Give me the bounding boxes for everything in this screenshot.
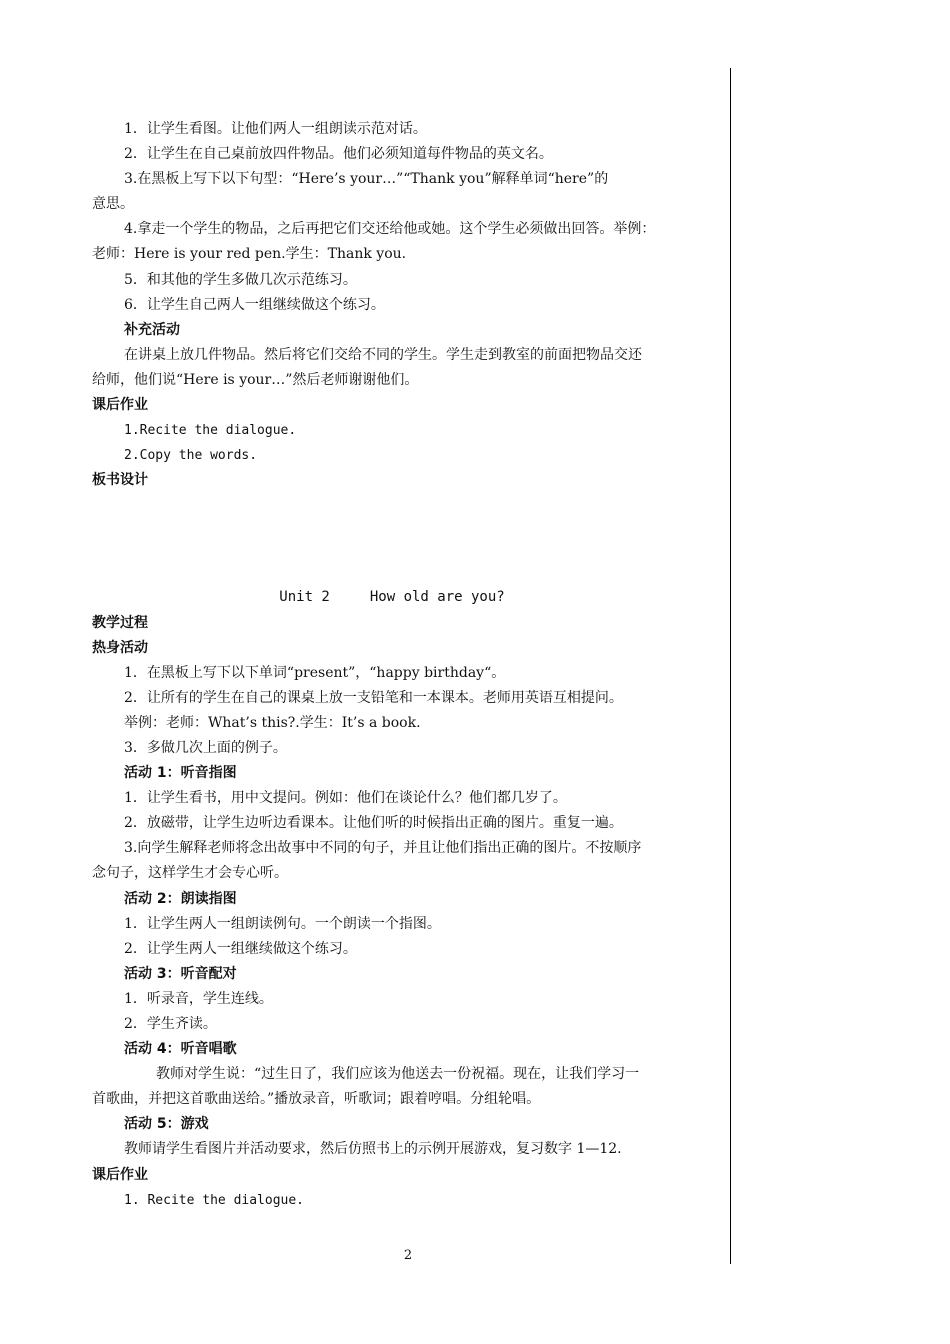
homework-item: 2.Copy the words. xyxy=(124,448,258,464)
body-line: 1．听录音，学生连线。 xyxy=(124,990,273,1007)
body-line: 4.拿走一个学生的物品，之后再把它们交还给他或她。这个学生必须做出回答。举例： xyxy=(124,221,656,238)
section-heading: 板书设计 xyxy=(92,472,148,489)
activity-heading: 活动 1：听音指图 xyxy=(124,765,237,782)
body-line: 3.向学生解释老师将念出故事中不同的句子，并且让他们指出正确的图片。不按顺序 xyxy=(124,840,642,857)
body-line: 2．学生齐读。 xyxy=(124,1016,217,1032)
body-line: 3．多做几次上面的例子。 xyxy=(124,739,287,756)
homework-item: 1.Recite the dialogue. xyxy=(124,423,297,439)
body-line: 教师请学生看图片并活动要求，然后仿照书上的示例开展游戏，复习数字 1—12. xyxy=(124,1141,622,1158)
board-design-blank xyxy=(92,493,732,585)
body-line: 教师对学生说：“过生日了，我们应该为他送去一份祝福。现在，让我们学习一 xyxy=(156,1066,640,1083)
activity-heading: 活动 5：游戏 xyxy=(124,1116,209,1133)
body-line: 2．放磁带，让学生边听边看课本。让他们听的时候指出正确的图片。重复一遍。 xyxy=(124,815,623,832)
body-line: 意思。 xyxy=(92,196,134,213)
unit-title xyxy=(92,585,732,610)
activity-heading: 活动 3：听音配对 xyxy=(124,965,237,982)
section-heading: 教学过程 xyxy=(92,614,148,631)
body-line: 举例：老师：What’s this?.学生：It’s a book. xyxy=(124,714,421,731)
body-line: 3.在黑板上写下以下句型：“Here’s your…”“Thank you”解释单词“here”的 xyxy=(124,171,609,188)
body-line: 1．让学生看书，用中文提问。例如：他们在谈论什么？他们都几岁了。 xyxy=(124,790,567,807)
section-heading: 补充活动 xyxy=(124,321,180,338)
section-heading: 课后作业 xyxy=(92,1166,148,1183)
body-line: 老师：Here is your red pen.学生：Thank you. xyxy=(92,246,407,263)
body-line: 给师，他们说“Here is your…”然后老师谢谢他们。 xyxy=(92,371,419,388)
body-line: 1．在黑板上写下以下单词“present”，“happy birthday“。 xyxy=(124,664,506,681)
body-line: 首歌曲，并把这首歌曲送给。”播放录音，听歌词；跟着哼唱。分组轮唱。 xyxy=(92,1091,541,1108)
activity-heading: 活动 4：听音唱歌 xyxy=(124,1041,237,1058)
document-body xyxy=(92,117,732,1213)
activity-heading: 活动 2：朗读指图 xyxy=(124,890,237,907)
body-line: 6．让学生自己两人一组继续做这个练习。 xyxy=(124,296,385,313)
body-line: 1．让学生看图。让他们两人一组朗读示范对话。 xyxy=(124,121,427,137)
page-number: 2 xyxy=(403,1248,413,1263)
unit-label: Unit 2 xyxy=(279,589,330,606)
homework-item: 1. Recite the dialogue. xyxy=(124,1192,305,1208)
section-heading: 课后作业 xyxy=(92,397,148,414)
body-line: 2．让所有的学生在自己的课桌上放一支铅笔和一本课本。老师用英语互相提问。 xyxy=(124,689,623,706)
body-line: 在讲桌上放几件物品。然后将它们交给不同的学生。学生走到教室的前面把物品交还 xyxy=(124,346,642,363)
body-line: 5．和其他的学生多做几次示范练习。 xyxy=(124,271,357,288)
body-line: 2．让学生在自己桌前放四件物品。他们必须知道每件物品的英文名。 xyxy=(124,146,553,163)
section-heading: 热身活动 xyxy=(92,639,148,656)
body-line: 念句子，这样学生才会专心听。 xyxy=(92,865,288,882)
body-line: 2．让学生两人一组继续做这个练习。 xyxy=(124,940,357,957)
unit-name: How old are you? xyxy=(369,589,505,606)
body-line: 1．让学生两人一组朗读例句。一个朗读一个指图。 xyxy=(124,915,441,932)
